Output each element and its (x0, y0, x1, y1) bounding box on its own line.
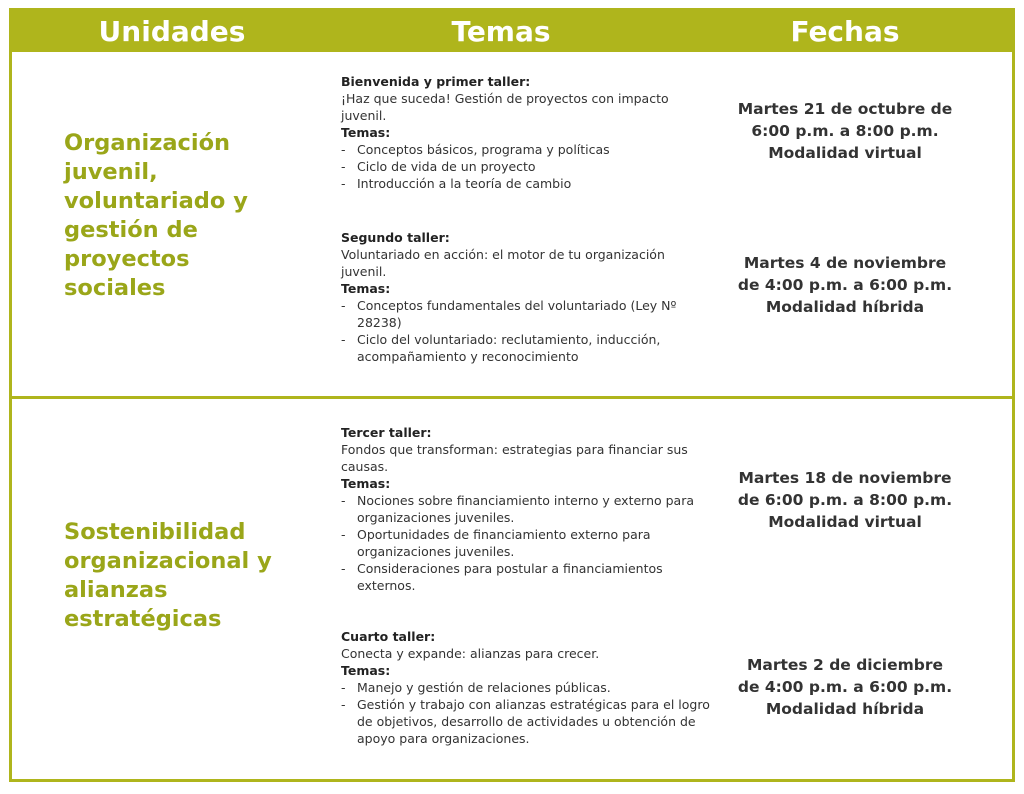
list-item: - Conceptos fundamentales del voluntariado (Ley Nº 28238) (341, 297, 711, 331)
units-column-header: Unidades (98, 15, 246, 48)
workshop-block (341, 229, 711, 365)
workshop-description: Voluntariado en acción: el motor de tu organización juvenil. (341, 247, 665, 279)
list-item: - Ciclo del voluntariado: reclutamiento, inducción, acompañamiento y reconocimiento (341, 331, 711, 365)
list-item: - Nociones sobre financiamiento interno y externo para organizaciones juveniles. (341, 492, 711, 526)
modality-line: Modalidad híbrida (765, 298, 925, 316)
workshop-block (341, 424, 711, 594)
time-line: de 6:00 p.m. a 8:00 p.m. (737, 491, 953, 509)
schedule-table (9, 8, 1015, 782)
workshop-block (341, 73, 711, 192)
date-line: Martes 2 de diciembre (746, 656, 944, 674)
time-line: 6:00 p.m. a 8:00 p.m. (751, 122, 939, 140)
modality-line: Modalidad virtual (768, 144, 922, 162)
list-item: - Oportunidades de financiamiento externo para organizaciones juveniles. (341, 526, 711, 560)
list-item: - Consideraciones para postular a financiamientos externos. (341, 560, 711, 594)
date-line: Martes 4 de noviembre (743, 254, 947, 272)
workshop-description: Fondos que transforman: estrategias para financiar sus causas. (341, 442, 688, 474)
workshop-date (724, 252, 966, 318)
workshop-title: Bienvenida y primer taller: (341, 74, 531, 89)
modality-line: Modalidad híbrida (765, 700, 925, 718)
list-item: - Manejo y gestión de relaciones públicas. (341, 679, 711, 696)
date-line: Martes 18 de noviembre (738, 469, 952, 487)
workshop-date (724, 654, 966, 720)
topics-list (341, 492, 711, 594)
workshop-description: Conecta y expande: alianzas para crecer. (341, 646, 600, 661)
workshop-title: Tercer taller: (341, 425, 432, 440)
time-line: de 4:00 p.m. a 6:00 p.m. (737, 276, 953, 294)
topics-label: Temas: (341, 281, 391, 296)
time-line: de 4:00 p.m. a 6:00 p.m. (737, 678, 953, 696)
workshop-title: Cuarto taller: (341, 629, 436, 644)
workshop-block (341, 628, 711, 747)
list-item: - Introducción a la teoría de cambio (341, 175, 711, 192)
topics-list (341, 297, 711, 365)
topics-label: Temas: (341, 125, 391, 140)
topics-list (341, 141, 711, 192)
workshop-description: ¡Haz que suceda! Gestión de proyectos con impacto juvenil. (341, 91, 669, 123)
topics-list (341, 679, 711, 747)
topics-label: Temas: (341, 476, 391, 491)
unit-title: Organización juvenil, voluntariado y gestión de proyectos sociales (64, 130, 248, 301)
list-item: - Gestión y trabajo con alianzas estratégicas para el logro de objetivos, desarrollo de actividades u obtención de apoyo para organizaciones. (341, 696, 711, 747)
date-line: Martes 21 de octubre de (737, 100, 953, 118)
topics-label: Temas: (341, 663, 391, 678)
list-item: - Conceptos básicos, programa y políticas (341, 141, 711, 158)
topics-column-header: Temas (451, 15, 551, 48)
table-header (12, 11, 1012, 52)
row-divider (12, 396, 1012, 399)
workshop-title: Segundo taller: (341, 230, 450, 245)
unit-title: Sostenibilidad organizacional y alianzas estratégicas (64, 519, 272, 632)
workshop-date (724, 98, 966, 164)
modality-line: Modalidad virtual (768, 513, 922, 531)
list-item: - Ciclo de vida de un proyecto (341, 158, 711, 175)
dates-column-header: Fechas (790, 15, 900, 48)
workshop-date (724, 467, 966, 533)
